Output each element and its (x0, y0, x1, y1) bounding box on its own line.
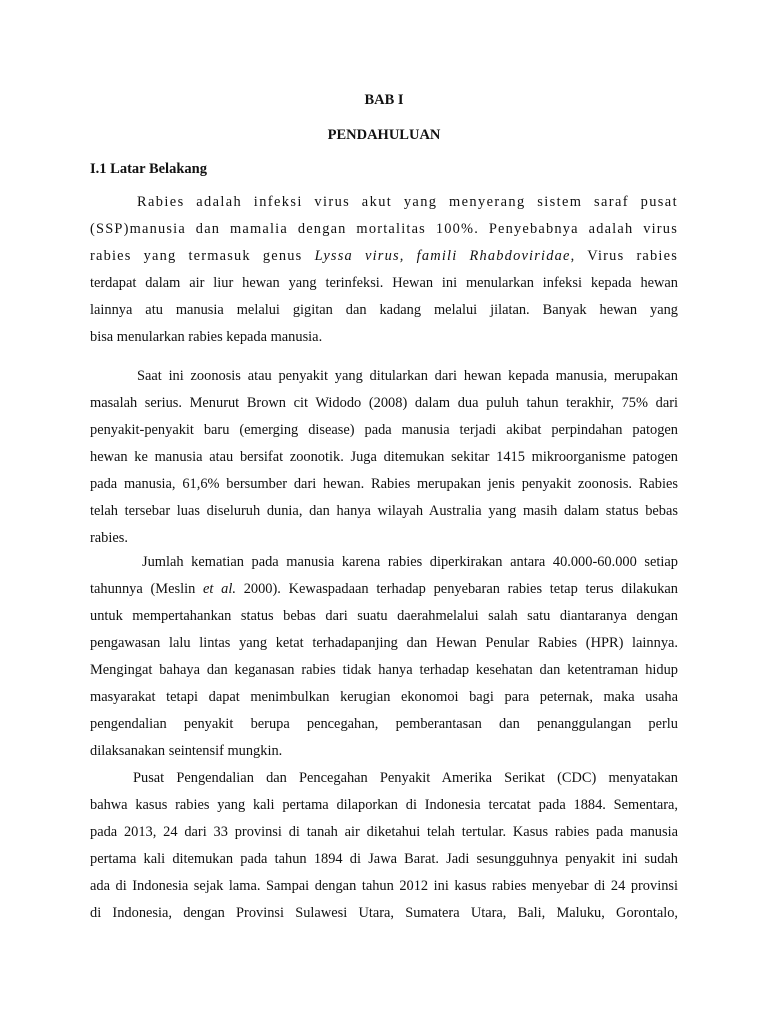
chapter-title: PENDAHULUAN (327, 127, 441, 143)
paragraph-line: terdapat dalam air liur hewan yang terinfeksi. Hewan ini menularkan infeksi kepada hewan (90, 275, 678, 291)
paragraph-line: rabies. (90, 530, 128, 546)
section-heading: I.1 Latar Belakang (90, 161, 207, 177)
paragraph-line: Jumlah kematian pada manusia karena rabies diperkirakan antara 40.000-60.000 setiap (142, 554, 678, 570)
paragraph-line: rabies yang termasuk genus Lyssa virus, famili Rhabdoviridae, Virus rabies (90, 248, 678, 264)
paragraph-line: pada manusia, 61,6% bersumber dari hewan. Rabies merupakan jenis penyakit zoonosis. Rabies (90, 476, 678, 492)
paragraph-line: telah tersebar luas diseluruh dunia, dan hanya wilayah Australia yang masih dalam status bebas (90, 503, 678, 519)
paragraph-line: ada di Indonesia sejak lama. Sampai dengan tahun 2012 ini kasus rabies menyebar di 24 provinsi (90, 878, 678, 894)
paragraph-line: (SSP)manusia dan mamalia dengan mortalitas 100%. Penyebabnya adalah virus (90, 221, 678, 237)
paragraph-line: pengawasan lalu lintas yang ketat terhadapanjing dan Hewan Penular Rabies (HPR) lainnya. (90, 635, 678, 651)
chapter-label: BAB I (364, 92, 404, 108)
paragraph-line: pengendalian penyakit berupa pencegahan, pemberantasan dan penanggulangan perlu (90, 716, 678, 732)
paragraph-line: lainnya atu manusia melalui gigitan dan kadang melalui jilatan. Banyak hewan yang (90, 302, 678, 318)
paragraph-line: masalah serius. Menurut Brown cit Widodo (2008) dalam dua puluh tahun terakhir, 75% dari (90, 395, 678, 411)
paragraph-line: pada 2013, 24 dari 33 provinsi di tanah air diketahui telah tertular. Kasus rabies pada manusia (90, 824, 678, 840)
paragraph-line: Rabies adalah infeksi virus akut yang menyerang sistem saraf pusat (137, 194, 678, 210)
paragraph-line: di Indonesia, dengan Provinsi Sulawesi Utara, Sumatera Utara, Bali, Maluku, Gorontalo, (90, 905, 678, 921)
paragraph-line: Saat ini zoonosis atau penyakit yang ditularkan dari hewan kepada manusia, merupakan (137, 368, 678, 384)
paragraph-line: bahwa kasus rabies yang kali pertama dilaporkan di Indonesia tercatat pada 1884. Sementara, (90, 797, 678, 813)
paragraph-line: bisa menularkan rabies kepada manusia. (90, 329, 323, 345)
paragraph-line: tahunnya (Meslin et al. 2000). Kewaspadaan terhadap penyebaran rabies tetap terus dilakukan (90, 581, 678, 597)
paragraph-line: untuk mempertahankan status bebas dari suatu daerahmelalui salah satu diantaranya dengan (90, 608, 678, 624)
paragraph-line: masyarakat tetapi dapat menimbulkan kerugian ekonomoi bagi para peternak, maka usaha (90, 689, 678, 705)
paragraph-line: hewan ke manusia atau bersifat zoonotik. Juga ditemukan sekitar 1415 mikroorganisme patogen (90, 449, 678, 465)
paragraph-line: Pusat Pengendalian dan Pencegahan Penyakit Amerika Serikat (CDC) menyatakan (133, 770, 678, 786)
paragraph-line: penyakit-penyakit baru (emerging disease) pada manusia terjadi akibat perpindahan patogen (90, 422, 678, 438)
paragraph-line: dilaksanakan seintensif mungkin. (90, 743, 283, 759)
paragraph-line: Mengingat bahaya dan keganasan rabies tidak hanya terhadap kesehatan dan ketentraman hidup (90, 662, 678, 678)
paragraph-line: pertama kali ditemukan pada tahun 1894 di Jawa Barat. Jadi sesungguhnya penyakit ini sudah (90, 851, 678, 867)
